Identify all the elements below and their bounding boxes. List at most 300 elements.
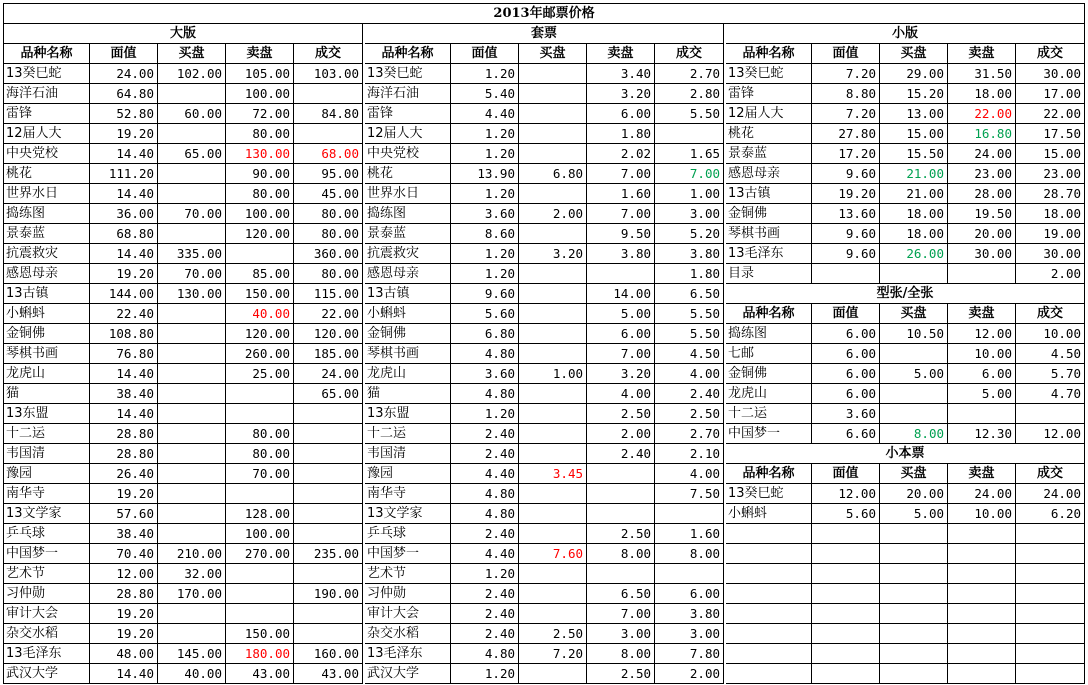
ask-cell: 150.00 (226, 284, 294, 304)
bid-cell (158, 424, 226, 444)
face-value-cell: 1.20 (451, 184, 519, 204)
stamp-name-cell: 13毛泽东 (365, 644, 451, 664)
bid-cell (880, 384, 948, 404)
empty-cell (880, 624, 948, 644)
face-value-cell: 6.00 (812, 384, 880, 404)
bid-cell: 130.00 (158, 284, 226, 304)
bid-cell (519, 384, 587, 404)
column-header: 成交 (1016, 44, 1085, 64)
column-header: 卖盘 (226, 44, 294, 64)
face-value-cell: 2.40 (451, 524, 519, 544)
stamp-name-cell: 中央党校 (4, 144, 90, 164)
column-header: 品种名称 (726, 304, 812, 324)
bid-cell: 15.50 (880, 144, 948, 164)
face-value-cell: 19.20 (812, 184, 880, 204)
deal-cell: 18.00 (1016, 204, 1085, 224)
stamp-name-cell: 金铜佛 (726, 364, 812, 384)
empty-cell (948, 664, 1016, 684)
bid-cell (158, 504, 226, 524)
empty-cell (812, 644, 880, 664)
ask-cell: 10.00 (948, 504, 1016, 524)
face-value-cell: 2.40 (451, 424, 519, 444)
stamp-name-cell: 景泰蓝 (726, 144, 812, 164)
deal-cell: 19.00 (1016, 224, 1085, 244)
empty-cell (948, 584, 1016, 604)
bid-cell (158, 524, 226, 544)
stamp-name-cell: 猫 (365, 384, 451, 404)
stamp-name-cell: 十二运 (365, 424, 451, 444)
face-value-cell: 36.00 (90, 204, 158, 224)
bid-cell (880, 264, 948, 284)
face-value-cell: 3.60 (812, 404, 880, 424)
stamp-name-cell: 南华寺 (4, 484, 90, 504)
empty-cell (1016, 624, 1085, 644)
deal-cell: 30.00 (1016, 64, 1085, 84)
stamp-name-cell: 十二运 (726, 404, 812, 424)
empty-cell (1016, 604, 1085, 624)
column-header: 买盘 (158, 44, 226, 64)
ask-cell: 120.00 (226, 224, 294, 244)
deal-cell (655, 504, 724, 524)
deal-cell: 6.50 (655, 284, 724, 304)
deal-cell: 22.00 (1016, 104, 1085, 124)
deal-cell: 235.00 (294, 544, 363, 564)
bid-cell: 7.20 (519, 644, 587, 664)
face-value-cell: 1.20 (451, 664, 519, 684)
stamp-name-cell: 小蝌蚪 (365, 304, 451, 324)
column-header: 面值 (90, 44, 158, 64)
bid-cell (519, 284, 587, 304)
column-header: 品种名称 (726, 44, 812, 64)
face-value-cell: 2.40 (451, 624, 519, 644)
face-value-cell: 6.00 (812, 364, 880, 384)
ask-cell: 80.00 (226, 424, 294, 444)
face-value-cell: 64.80 (90, 84, 158, 104)
face-value-cell: 2.40 (451, 604, 519, 624)
deal-cell: 15.00 (1016, 144, 1085, 164)
ask-cell: 40.00 (226, 304, 294, 324)
bid-cell: 40.00 (158, 664, 226, 684)
deal-cell (294, 124, 363, 144)
bid-cell: 70.00 (158, 204, 226, 224)
stamp-name-cell: 景泰蓝 (4, 224, 90, 244)
bid-cell: 29.00 (880, 64, 948, 84)
face-value-cell: 38.40 (90, 524, 158, 544)
deal-cell (655, 564, 724, 584)
stamp-name-cell: 13癸巳蛇 (726, 484, 812, 504)
column-header: 品种名称 (726, 464, 812, 484)
deal-cell: 1.65 (655, 144, 724, 164)
stamp-name-cell: 艺术节 (4, 564, 90, 584)
ask-cell: 6.00 (587, 324, 655, 344)
stamp-name-cell: 13癸巳蛇 (726, 64, 812, 84)
bid-cell: 5.00 (880, 364, 948, 384)
deal-cell: 3.80 (655, 604, 724, 624)
stamp-name-cell: 桃花 (726, 124, 812, 144)
deal-cell (294, 464, 363, 484)
deal-cell (294, 84, 363, 104)
stamp-name-cell: 猫 (4, 384, 90, 404)
stamp-name-cell: 习仲勋 (4, 584, 90, 604)
stamp-name-cell: 艺术节 (365, 564, 451, 584)
bid-cell (519, 124, 587, 144)
deal-cell: 4.70 (1016, 384, 1085, 404)
stamp-name-cell: 雷锋 (726, 84, 812, 104)
deal-cell: 115.00 (294, 284, 363, 304)
empty-cell (880, 584, 948, 604)
bid-cell (158, 304, 226, 324)
empty-cell (948, 544, 1016, 564)
deal-cell (294, 444, 363, 464)
deal-cell: 2.70 (655, 424, 724, 444)
empty-cell (1016, 584, 1085, 604)
stamp-name-cell: 13古镇 (365, 284, 451, 304)
face-value-cell: 4.80 (451, 484, 519, 504)
bid-cell (158, 184, 226, 204)
bid-cell (158, 84, 226, 104)
ask-cell: 16.80 (948, 124, 1016, 144)
ask-cell: 3.40 (587, 64, 655, 84)
bid-cell: 7.60 (519, 544, 587, 564)
face-value-cell: 108.80 (90, 324, 158, 344)
face-value-cell: 144.00 (90, 284, 158, 304)
stamp-name-cell: 豫园 (365, 464, 451, 484)
stamp-name-cell: 琴棋书画 (4, 344, 90, 364)
empty-cell (1016, 664, 1085, 684)
column-header: 买盘 (519, 44, 587, 64)
face-value-cell: 38.40 (90, 384, 158, 404)
stamp-name-cell: 小蝌蚪 (4, 304, 90, 324)
bid-cell: 6.80 (519, 164, 587, 184)
ask-cell: 10.00 (948, 344, 1016, 364)
stamp-name-cell: 景泰蓝 (365, 224, 451, 244)
section-title-xiaoban: 小版 (726, 24, 1085, 44)
face-value-cell: 14.40 (90, 364, 158, 384)
bid-cell: 2.00 (519, 204, 587, 224)
empty-cell (726, 584, 812, 604)
face-value-cell: 6.00 (812, 324, 880, 344)
stamp-name-cell: 13癸巳蛇 (365, 64, 451, 84)
stamp-name-cell: 乒乓球 (365, 524, 451, 544)
bid-cell: 3.20 (519, 244, 587, 264)
bid-cell: 5.00 (880, 504, 948, 524)
deal-cell: 28.70 (1016, 184, 1085, 204)
stamp-name-cell: 13东盟 (4, 404, 90, 424)
deal-cell: 5.50 (655, 324, 724, 344)
ask-cell: 72.00 (226, 104, 294, 124)
deal-cell: 7.00 (655, 164, 724, 184)
face-value-cell: 28.80 (90, 444, 158, 464)
stamp-name-cell: 七邮 (726, 344, 812, 364)
face-value-cell: 9.60 (451, 284, 519, 304)
empty-cell (948, 604, 1016, 624)
face-value-cell: 3.60 (451, 204, 519, 224)
stamp-name-cell: 13东盟 (365, 404, 451, 424)
deal-cell: 24.00 (1016, 484, 1085, 504)
face-value-cell: 8.80 (812, 84, 880, 104)
bid-cell (158, 604, 226, 624)
bid-cell: 65.00 (158, 144, 226, 164)
face-value-cell: 6.60 (812, 424, 880, 444)
stamp-name-cell: 南华寺 (365, 484, 451, 504)
bid-cell: 60.00 (158, 104, 226, 124)
column-header: 成交 (294, 44, 363, 64)
deal-cell: 5.50 (655, 104, 724, 124)
deal-cell: 1.60 (655, 524, 724, 544)
ask-cell: 7.00 (587, 344, 655, 364)
column-header: 面值 (812, 44, 880, 64)
empty-cell (726, 624, 812, 644)
empty-cell (726, 604, 812, 624)
face-value-cell: 19.20 (90, 264, 158, 284)
deal-cell: 5.20 (655, 224, 724, 244)
stamp-name-cell: 13文学家 (4, 504, 90, 524)
empty-cell (948, 564, 1016, 584)
face-value-cell: 22.40 (90, 304, 158, 324)
bid-cell: 170.00 (158, 584, 226, 604)
ask-cell (948, 264, 1016, 284)
stamp-name-cell: 12届人大 (4, 124, 90, 144)
ask-cell (587, 564, 655, 584)
stamp-name-cell: 海洋石油 (365, 84, 451, 104)
stamp-name-cell: 13癸巳蛇 (4, 64, 90, 84)
stamp-name-cell: 审计大会 (365, 604, 451, 624)
deal-cell: 80.00 (294, 224, 363, 244)
empty-cell (880, 644, 948, 664)
face-value-cell: 14.40 (90, 144, 158, 164)
empty-cell (1016, 544, 1085, 564)
column-header: 卖盘 (948, 304, 1016, 324)
empty-cell (812, 524, 880, 544)
ask-cell: 8.00 (587, 644, 655, 664)
face-value-cell: 57.60 (90, 504, 158, 524)
stamp-name-cell: 韦国清 (365, 444, 451, 464)
deal-cell (294, 624, 363, 644)
empty-cell (880, 604, 948, 624)
stamp-name-cell: 中央党校 (365, 144, 451, 164)
deal-cell: 3.00 (655, 204, 724, 224)
ask-cell (226, 404, 294, 424)
stamp-name-cell: 感恩母亲 (4, 264, 90, 284)
bid-cell (519, 344, 587, 364)
ask-cell: 4.00 (587, 384, 655, 404)
bid-cell (158, 444, 226, 464)
bid-cell (519, 484, 587, 504)
stamp-name-cell: 十二运 (4, 424, 90, 444)
face-value-cell: 2.40 (451, 444, 519, 464)
empty-cell (948, 644, 1016, 664)
face-value-cell: 5.40 (451, 84, 519, 104)
bid-cell (158, 384, 226, 404)
deal-cell: 3.00 (655, 624, 724, 644)
deal-cell: 24.00 (294, 364, 363, 384)
deal-cell (294, 524, 363, 544)
bid-cell: 335.00 (158, 244, 226, 264)
deal-cell: 8.00 (655, 544, 724, 564)
stamp-name-cell: 13毛泽东 (4, 644, 90, 664)
bid-cell: 21.00 (880, 184, 948, 204)
deal-cell: 7.50 (655, 484, 724, 504)
ask-cell: 105.00 (226, 64, 294, 84)
ask-cell: 100.00 (226, 524, 294, 544)
bid-cell (519, 144, 587, 164)
deal-cell: 22.00 (294, 304, 363, 324)
empty-cell (812, 624, 880, 644)
deal-cell: 68.00 (294, 144, 363, 164)
section-title-xiaobenpiao: 小本票 (726, 444, 1085, 464)
deal-cell: 120.00 (294, 324, 363, 344)
column-header: 卖盘 (948, 44, 1016, 64)
empty-cell (880, 524, 948, 544)
face-value-cell: 1.20 (451, 144, 519, 164)
deal-cell: 2.40 (655, 384, 724, 404)
deal-cell: 185.00 (294, 344, 363, 364)
stamp-name-cell: 武汉大学 (365, 664, 451, 684)
deal-cell: 2.80 (655, 84, 724, 104)
face-value-cell: 19.20 (90, 604, 158, 624)
bid-cell (519, 424, 587, 444)
stamp-name-cell: 龙虎山 (365, 364, 451, 384)
stamp-name-cell: 杂交水稻 (4, 624, 90, 644)
deal-cell: 65.00 (294, 384, 363, 404)
section-title-taopiao: 套票 (365, 24, 724, 44)
bid-cell (519, 604, 587, 624)
ask-cell: 31.50 (948, 64, 1016, 84)
face-value-cell: 52.80 (90, 104, 158, 124)
ask-cell: 7.00 (587, 164, 655, 184)
empty-cell (726, 664, 812, 684)
deal-cell: 2.00 (1016, 264, 1085, 284)
stamp-name-cell: 13毛泽东 (726, 244, 812, 264)
ask-cell: 260.00 (226, 344, 294, 364)
ask-cell: 1.80 (587, 124, 655, 144)
ask-cell: 180.00 (226, 644, 294, 664)
stamp-name-cell: 海洋石油 (4, 84, 90, 104)
stamp-name-cell: 金铜佛 (4, 324, 90, 344)
column-header: 面值 (812, 304, 880, 324)
stamp-price-sheet (3, 3, 1085, 684)
stamp-name-cell: 13文学家 (365, 504, 451, 524)
empty-cell (726, 524, 812, 544)
ask-cell: 24.00 (948, 484, 1016, 504)
empty-cell (948, 624, 1016, 644)
deal-cell: 80.00 (294, 264, 363, 284)
stamp-name-cell: 乒乓球 (4, 524, 90, 544)
face-value-cell: 28.80 (90, 584, 158, 604)
ask-cell: 9.50 (587, 224, 655, 244)
stamp-name-cell: 习仲勋 (365, 584, 451, 604)
ask-cell: 80.00 (226, 184, 294, 204)
bid-cell (519, 664, 587, 684)
ask-cell (226, 604, 294, 624)
face-value-cell: 19.20 (90, 624, 158, 644)
stamp-name-cell: 捣练图 (726, 324, 812, 344)
ask-cell (226, 384, 294, 404)
face-value-cell: 6.00 (812, 344, 880, 364)
deal-cell: 360.00 (294, 244, 363, 264)
deal-cell: 160.00 (294, 644, 363, 664)
deal-cell (294, 564, 363, 584)
bid-cell: 21.00 (880, 164, 948, 184)
deal-cell: 17.00 (1016, 84, 1085, 104)
bid-cell: 102.00 (158, 64, 226, 84)
empty-cell (880, 664, 948, 684)
ask-cell: 3.20 (587, 84, 655, 104)
face-value-cell: 14.40 (90, 664, 158, 684)
deal-cell: 6.00 (655, 584, 724, 604)
deal-cell: 190.00 (294, 584, 363, 604)
face-value-cell: 6.80 (451, 324, 519, 344)
stamp-name-cell: 龙虎山 (4, 364, 90, 384)
stamp-name-cell: 感恩母亲 (726, 164, 812, 184)
ask-cell (587, 484, 655, 504)
deal-cell (294, 484, 363, 504)
face-value-cell: 4.40 (451, 104, 519, 124)
stamp-name-cell: 杂交水稻 (365, 624, 451, 644)
deal-cell: 2.00 (655, 664, 724, 684)
deal-cell: 4.50 (655, 344, 724, 364)
bid-cell: 70.00 (158, 264, 226, 284)
bid-cell (880, 344, 948, 364)
bid-cell (519, 184, 587, 204)
ask-cell: 85.00 (226, 264, 294, 284)
stamp-name-cell: 抗震救灾 (4, 244, 90, 264)
stamp-name-cell: 13古镇 (726, 184, 812, 204)
empty-cell (812, 564, 880, 584)
ask-cell: 24.00 (948, 144, 1016, 164)
bid-cell: 18.00 (880, 224, 948, 244)
column-header: 卖盘 (587, 44, 655, 64)
bid-cell: 3.45 (519, 464, 587, 484)
face-value-cell: 17.20 (812, 144, 880, 164)
bid-cell (519, 64, 587, 84)
stamp-name-cell: 捣练图 (365, 204, 451, 224)
deal-cell: 2.50 (655, 404, 724, 424)
sheet-title: 2013年邮票价格 (4, 4, 1085, 24)
face-value-cell: 26.40 (90, 464, 158, 484)
deal-cell: 23.00 (1016, 164, 1085, 184)
face-value-cell: 13.90 (451, 164, 519, 184)
deal-cell: 95.00 (294, 164, 363, 184)
stamp-name-cell: 豫园 (4, 464, 90, 484)
face-value-cell: 14.40 (90, 404, 158, 424)
ask-cell: 14.00 (587, 284, 655, 304)
ask-cell: 19.50 (948, 204, 1016, 224)
ask-cell: 2.40 (587, 444, 655, 464)
column-header: 面值 (451, 44, 519, 64)
stamp-name-cell: 金铜佛 (726, 204, 812, 224)
ask-cell (587, 264, 655, 284)
ask-cell: 3.00 (587, 624, 655, 644)
ask-cell (587, 504, 655, 524)
bid-cell (519, 224, 587, 244)
deal-cell: 10.00 (1016, 324, 1085, 344)
deal-cell: 2.70 (655, 64, 724, 84)
ask-cell: 5.00 (587, 304, 655, 324)
bid-cell (519, 84, 587, 104)
face-value-cell: 28.80 (90, 424, 158, 444)
column-header: 卖盘 (948, 464, 1016, 484)
bid-cell: 26.00 (880, 244, 948, 264)
ask-cell: 100.00 (226, 204, 294, 224)
stamp-name-cell: 中国梦一 (726, 424, 812, 444)
stamp-name-cell: 桃花 (4, 164, 90, 184)
face-value-cell: 14.40 (90, 244, 158, 264)
stamp-name-cell: 感恩母亲 (365, 264, 451, 284)
empty-cell (1016, 524, 1085, 544)
deal-cell: 4.00 (655, 464, 724, 484)
face-value-cell: 4.80 (451, 344, 519, 364)
